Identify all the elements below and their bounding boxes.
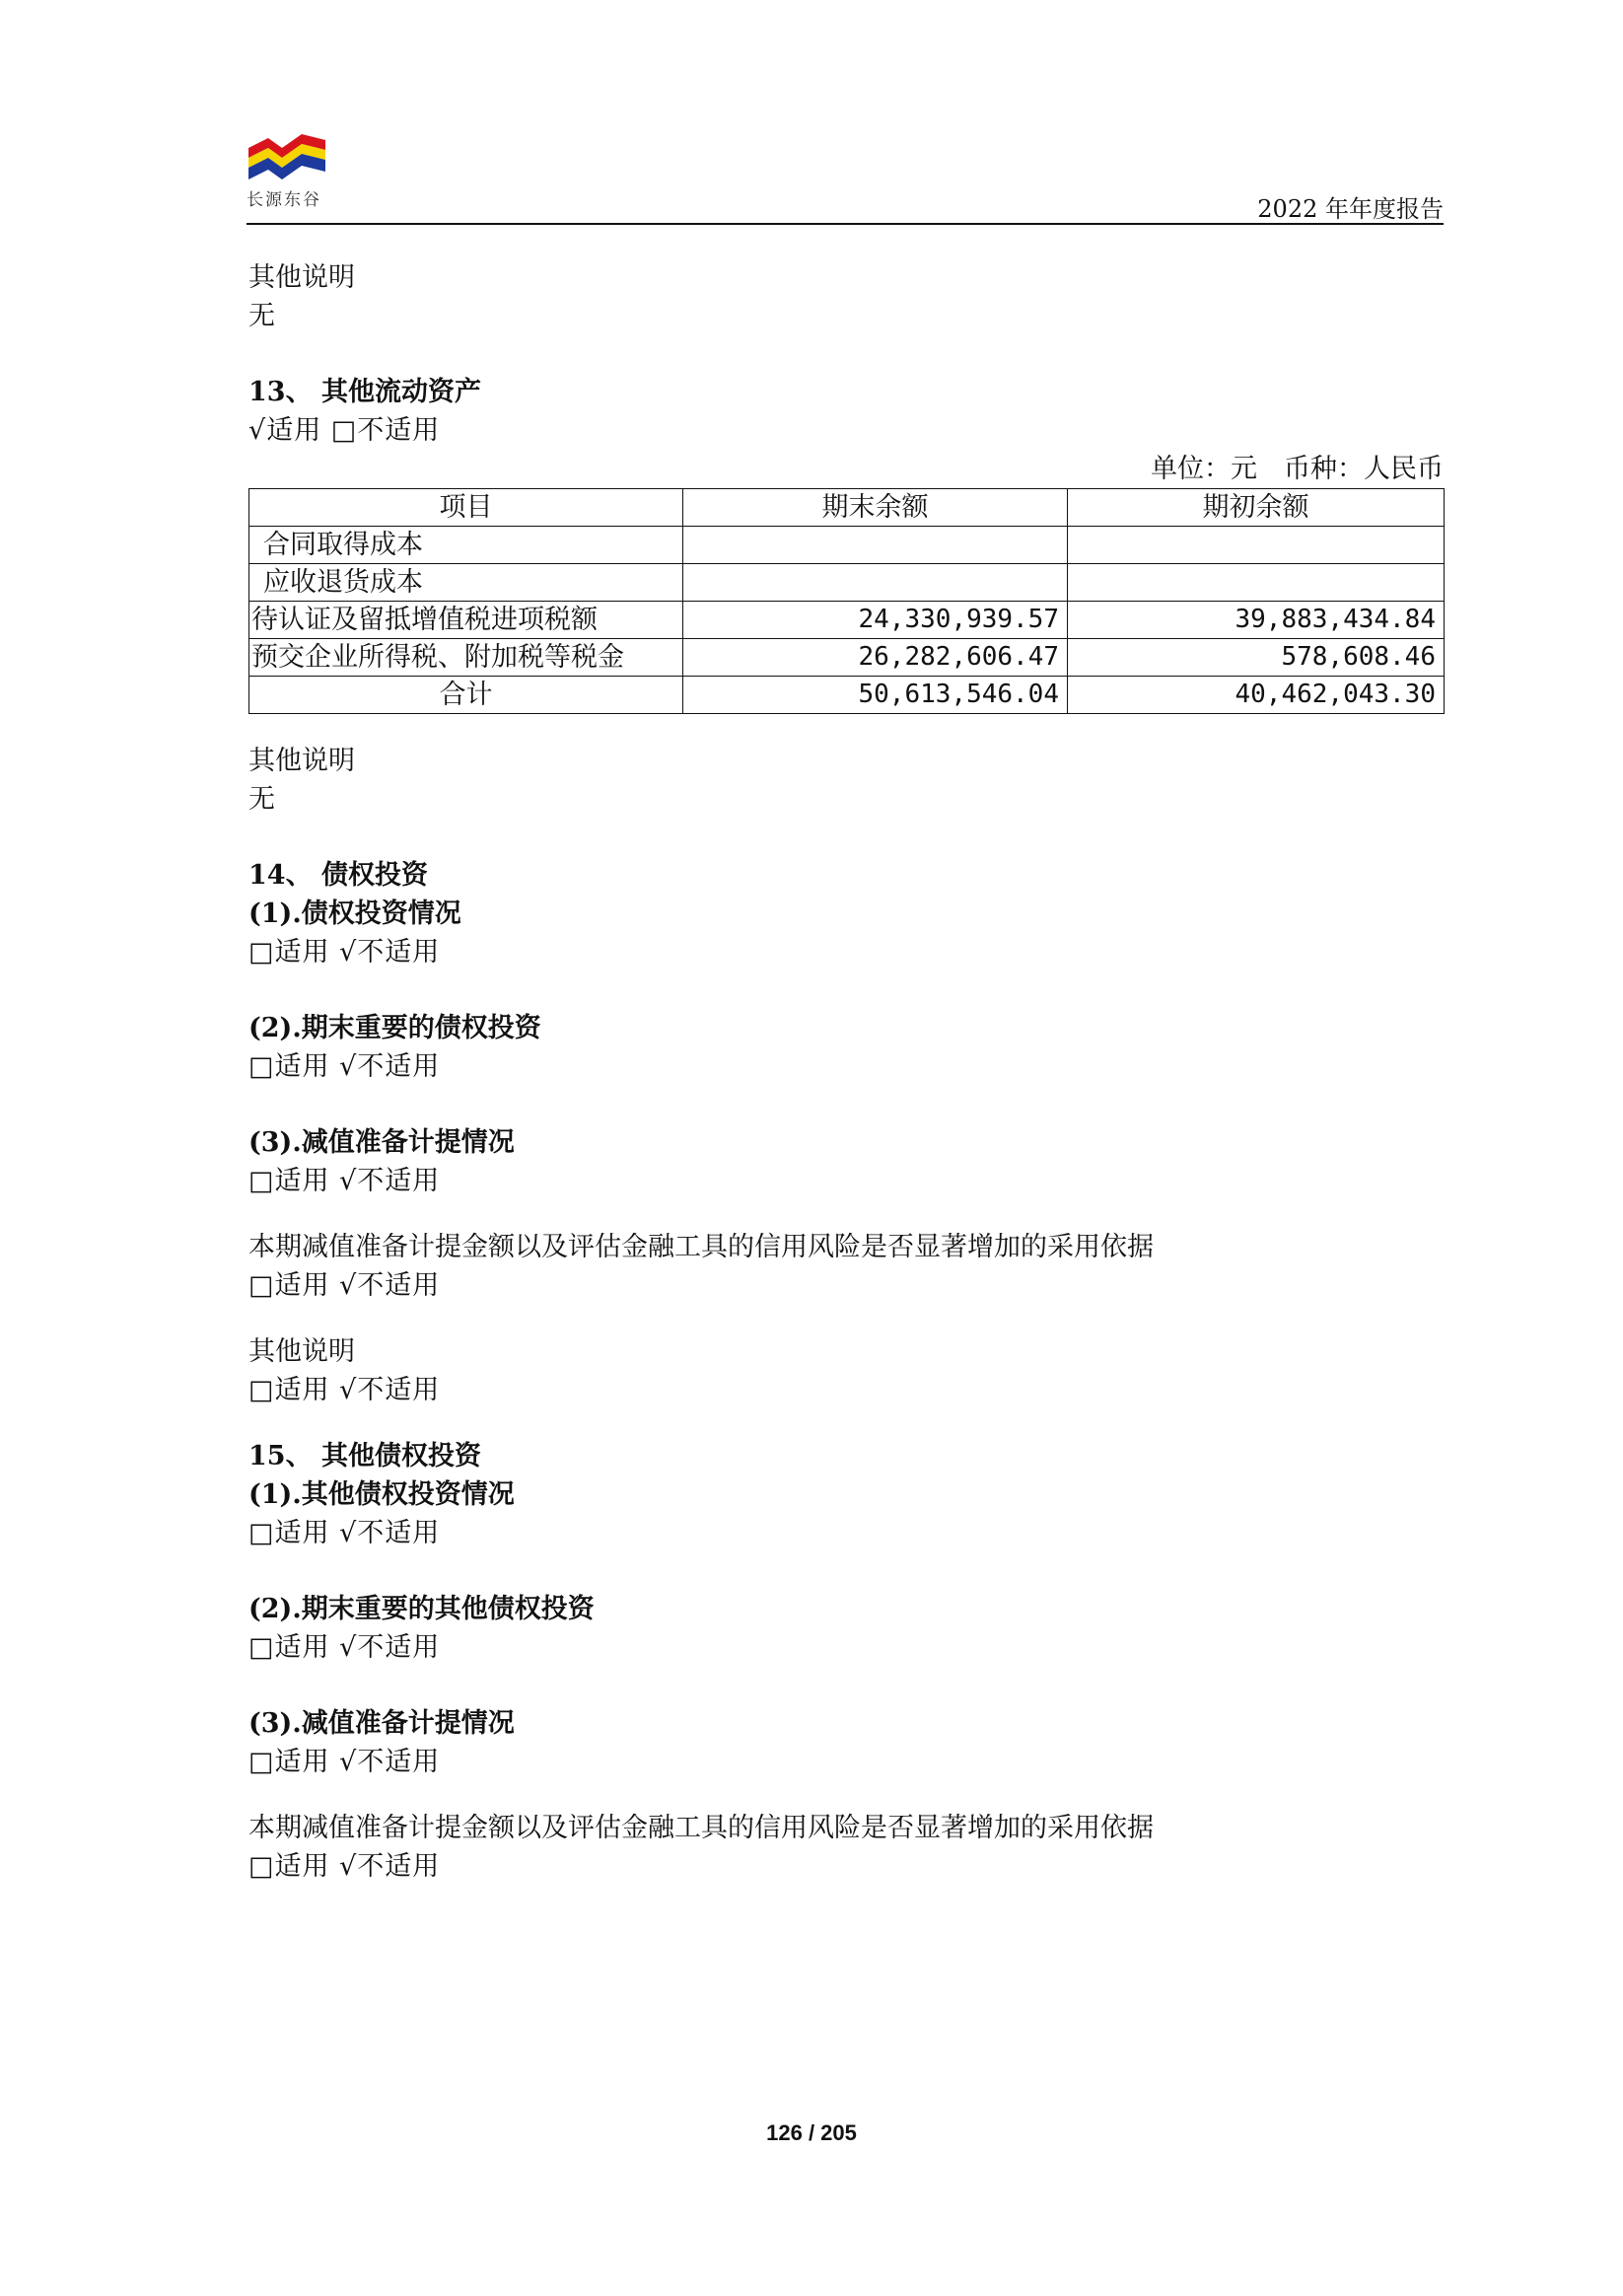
section-15-3-title: (3).减值准备计提情况 (248, 1708, 515, 1739)
none-text: 无 (248, 301, 275, 331)
table-row (249, 527, 1445, 564)
other-description-label: 其他说明 (248, 1336, 355, 1367)
impairment-basis-text: 本期减值准备计提金额以及评估金融工具的信用风险是否显著增加的采用依据 (248, 1232, 1154, 1262)
table-cell: 应收退货成本 (249, 564, 683, 602)
section-15-title: 15、 其他债权投资 (248, 1441, 481, 1471)
header-divider (247, 223, 1444, 225)
company-logo (247, 126, 335, 210)
table-cell: 待认证及留抵增值税进项税额 (249, 602, 683, 639)
section-15-2-title: (2).期末重要的其他债权投资 (248, 1594, 595, 1624)
section-15-1-applicability: □适用 √不适用 (248, 1518, 441, 1548)
other-description-applicability: □适用 √不适用 (248, 1375, 441, 1405)
table-cell: 578,608.46 (1068, 639, 1445, 677)
section-14-1-title: (1).债权投资情况 (248, 898, 461, 929)
section-13-title: 13、 其他流动资产 (248, 377, 481, 407)
other-description-label: 其他说明 (248, 746, 355, 776)
section-14-3-title: (3).减值准备计提情况 (248, 1127, 515, 1158)
section-14-title: 14、 债权投资 (248, 860, 428, 891)
table-cell (1068, 564, 1445, 602)
none-text: 无 (248, 784, 275, 815)
table-row (249, 602, 1445, 639)
table-header-cell: 项目 (249, 489, 683, 527)
other-description-label: 其他说明 (248, 262, 355, 293)
table-cell: 39,883,434.84 (1068, 602, 1445, 639)
table-cell (683, 564, 1068, 602)
section-14-2-title: (2).期末重要的债权投资 (248, 1013, 541, 1043)
table-cell: 合计 (249, 677, 683, 714)
table-header-row (249, 489, 1445, 527)
section-15-3-applicability: □适用 √不适用 (248, 1747, 441, 1777)
logo-text: 长源东谷 (247, 190, 321, 210)
impairment-basis-applicability: □适用 √不适用 (248, 1270, 441, 1301)
section-15-2-applicability: □适用 √不适用 (248, 1632, 441, 1663)
section-14-2-applicability: □适用 √不适用 (248, 1051, 441, 1082)
table-cell (683, 527, 1068, 564)
table-cell: 合同取得成本 (249, 527, 683, 564)
unit-currency-line: 单位：元 币种：人民币 (1151, 454, 1444, 484)
table-cell: 预交企业所得税、附加税等税金 (249, 639, 683, 677)
document-body (248, 258, 1444, 1886)
section-14-1-applicability: □适用 √不适用 (248, 937, 441, 968)
report-title: 2022 年年度报告 (1257, 195, 1444, 223)
table-cell: 24,330,939.57 (683, 602, 1068, 639)
table-cell: 26,282,606.47 (683, 639, 1068, 677)
logo-wave-icon (247, 126, 327, 183)
table-cell: 50,613,546.04 (683, 677, 1068, 714)
table-cell: 40,462,043.30 (1068, 677, 1445, 714)
table-header-cell: 期末余额 (683, 489, 1068, 527)
table-row (249, 564, 1445, 602)
impairment-basis-text: 本期减值准备计提金额以及评估金融工具的信用风险是否显著增加的采用依据 (248, 1813, 1154, 1843)
impairment-basis-applicability: □适用 √不适用 (248, 1851, 441, 1882)
table-header-cell: 期初余额 (1068, 489, 1445, 527)
section-13-applicability: √适用 □不适用 (248, 415, 441, 446)
page-number: 126 / 205 (766, 2120, 857, 2145)
table-cell (1068, 527, 1445, 564)
table-total-row (249, 677, 1445, 714)
section-14-3-applicability: □适用 √不适用 (248, 1166, 441, 1196)
other-current-assets-table (248, 488, 1445, 714)
table-row (249, 639, 1445, 677)
section-15-1-title: (1).其他债权投资情况 (248, 1479, 515, 1510)
